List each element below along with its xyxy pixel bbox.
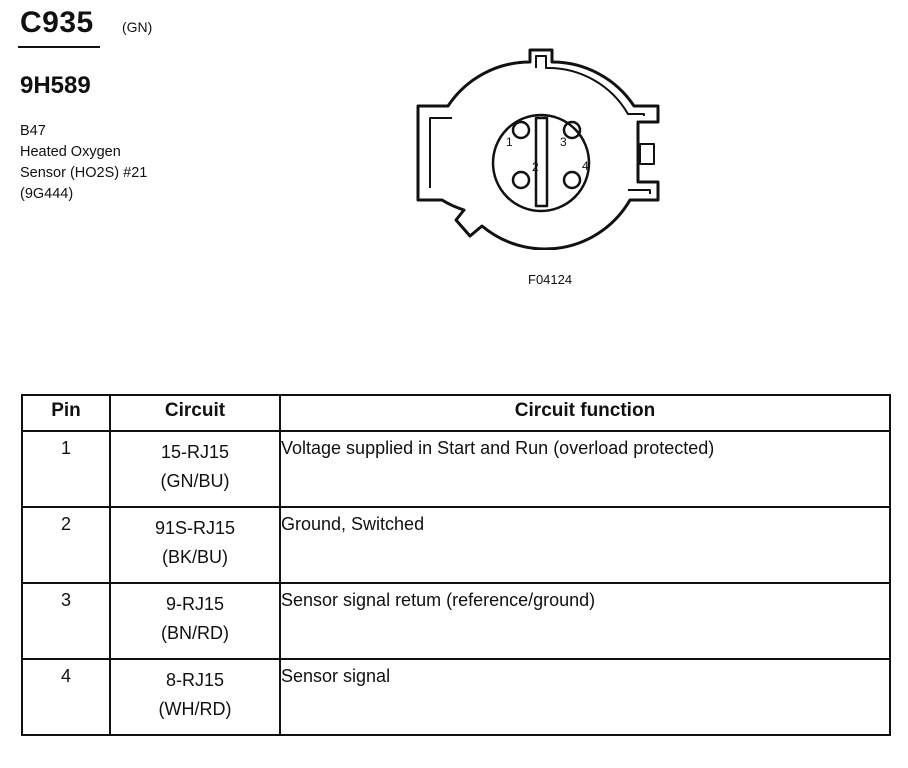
component-description <box>20 121 147 205</box>
circuit-function-cell: Sensor signal <box>280 659 890 735</box>
pin-cell: 3 <box>22 583 110 659</box>
pin-label: 1 <box>506 135 513 149</box>
table-row <box>22 583 890 659</box>
pin-cell: 1 <box>22 431 110 507</box>
pin-cell: 2 <box>22 507 110 583</box>
table-row <box>22 507 890 583</box>
pin-4-contact <box>564 172 580 188</box>
pin-label: 4 <box>582 159 589 173</box>
column-header-pin: Pin <box>22 395 110 431</box>
description-line: B47 <box>20 123 46 139</box>
connector-side-tab <box>640 144 654 164</box>
connector-housing-outline <box>418 50 658 249</box>
description-line: (9G444) <box>20 186 74 202</box>
part-number: 9H589 <box>20 72 91 99</box>
wire-color: (BK/BU) <box>161 547 228 567</box>
circuit-id: 9-RJ15 <box>165 594 225 614</box>
circuit-function-cell: Voltage supplied in Start and Run (overload protected) <box>280 431 890 507</box>
table-header-row <box>22 395 890 431</box>
pinout-table <box>21 394 891 736</box>
column-header-circuit-function: Circuit function <box>280 395 890 431</box>
pin-1-contact <box>513 122 529 138</box>
connector-housing-inner-outline <box>430 56 650 194</box>
contact-face <box>493 115 589 211</box>
connector-face-diagram <box>412 40 672 250</box>
circuit-cell <box>110 431 280 507</box>
circuit-function-cell: Sensor signal retum (reference/ground) <box>280 583 890 659</box>
circuit-cell <box>110 583 280 659</box>
pin-2-contact <box>513 172 529 188</box>
wire-color: (WH/RD) <box>158 699 232 719</box>
description-line: Sensor (HO2S) #21 <box>20 165 148 181</box>
pin-label: 3 <box>560 135 567 149</box>
circuit-cell <box>110 659 280 735</box>
circuit-function-cell: Ground, Switched <box>280 507 890 583</box>
table-row <box>22 431 890 507</box>
connector-id: C935 <box>20 6 94 39</box>
wire-color: (BN/RD) <box>161 623 229 643</box>
pin-cell: 4 <box>22 659 110 735</box>
table-row <box>22 659 890 735</box>
circuit-id: 15-RJ15 <box>160 442 230 462</box>
column-header-circuit: Circuit <box>110 395 280 431</box>
figure-id: F04124 <box>528 272 573 287</box>
connector-id-underline <box>18 46 100 48</box>
connector-color: (GN) <box>122 19 153 35</box>
circuit-id: 91S-RJ15 <box>154 518 236 538</box>
pin-label: 2 <box>532 160 539 174</box>
circuit-id: 8-RJ15 <box>165 670 225 690</box>
circuit-cell <box>110 507 280 583</box>
description-line: Heated Oxygen <box>20 144 121 160</box>
wire-color: (GN/BU) <box>160 471 230 491</box>
